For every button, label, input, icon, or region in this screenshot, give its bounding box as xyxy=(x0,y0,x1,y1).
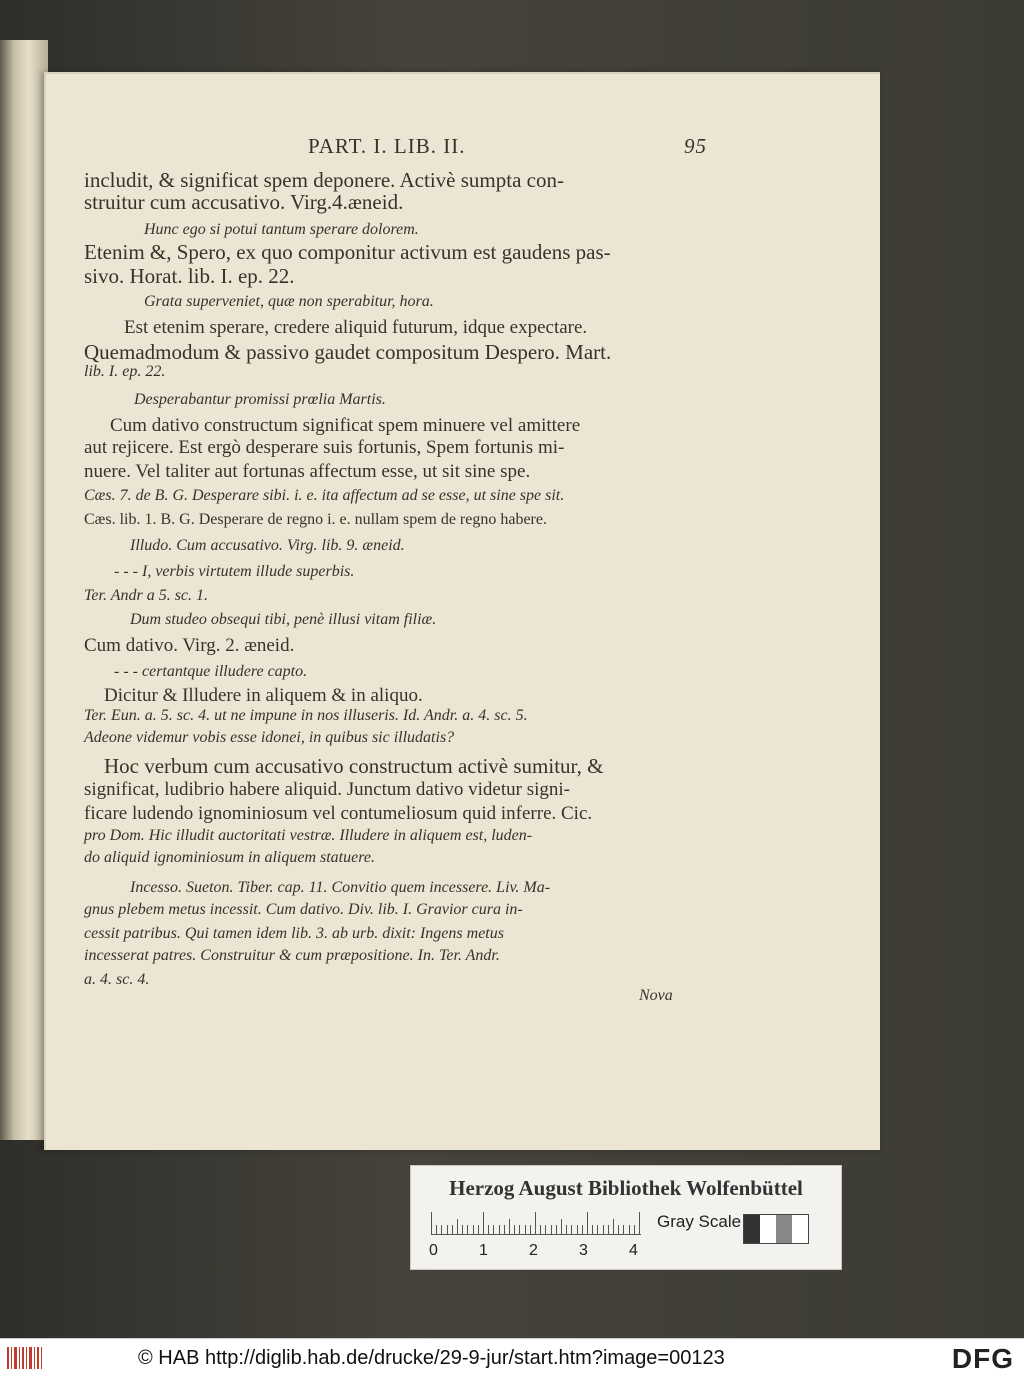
text-line: Grata superveniet, quæ non sperabitur, hora. xyxy=(144,293,434,310)
ruler-tick xyxy=(447,1225,448,1234)
ruler-tick xyxy=(525,1225,526,1234)
ruler-tick xyxy=(592,1225,593,1234)
text-line: - - - certantque illudere capto. xyxy=(114,663,308,680)
ruler-tick xyxy=(571,1225,572,1234)
gray-scale-label: Gray Scale xyxy=(657,1212,742,1231)
ruler-tick xyxy=(504,1225,505,1234)
ruler-tick xyxy=(509,1219,510,1234)
ruler-tick xyxy=(452,1225,453,1234)
page-stack-edge xyxy=(0,40,48,1140)
ruler-tick xyxy=(499,1225,500,1234)
ruler-tick xyxy=(577,1225,578,1234)
ruler-number: 3 xyxy=(579,1242,588,1259)
ruler-number: 0 xyxy=(429,1242,438,1259)
copyright-link[interactable]: © HAB http://diglib.hab.de/drucke/29-9-jur/start.htm?image=00123 xyxy=(138,1347,725,1369)
text-line: Etenim &, Spero, ex quo componitur activum est gaudens pas- xyxy=(84,240,611,264)
text-line: Cæs. lib. 1. B. G. Desperare de regno i. e. nullam spem de regno habere. xyxy=(84,511,547,528)
text-line: pro Dom. Hic illudit auctoritati vestræ. Illudere in aliquem est, luden- xyxy=(84,827,533,844)
ruler-tick xyxy=(467,1225,468,1234)
ruler-tick xyxy=(488,1225,489,1234)
text-line: a. 4. sc. 4. xyxy=(84,971,150,988)
catchword: Nova xyxy=(639,987,673,1004)
text-line: gnus plebem metus incessit. Cum dativo. Div. lib. I. Gravior cura in- xyxy=(84,901,523,918)
ruler-tick xyxy=(613,1219,614,1234)
ruler-tick xyxy=(608,1225,609,1234)
text-line: Incesso. Sueton. Tiber. cap. 11. Convitio quem incessere. Liv. Ma- xyxy=(130,879,551,896)
text-line: Cum dativo constructum significat spem minuere vel amittere xyxy=(110,415,581,436)
text-line: Est etenim sperare, credere aliquid futurum, idque expectare. xyxy=(124,317,588,338)
ruler-tick xyxy=(530,1225,531,1234)
text-line: Quemadmodum & passivo gaudet compositum Despero. Mart. xyxy=(84,340,612,364)
ruler-tick xyxy=(457,1219,458,1234)
ruler-numbers xyxy=(425,1242,665,1262)
text-line: cessit patribus. Qui tamen idem lib. 3. ab urb. dixit: Ingens metus xyxy=(84,925,504,942)
text-line: Dum studeo obsequi tibi, penè illusi vitam filiæ. xyxy=(130,611,437,628)
gray-scale-swatch xyxy=(743,1214,809,1244)
ruler-tick xyxy=(436,1225,437,1234)
text-line: Dicitur & Illudere in aliquem & in aliquo. xyxy=(104,685,423,706)
text-line: Adeone videmur vobis esse idonei, in quibus sic illudatis? xyxy=(84,729,455,746)
ruler-tick xyxy=(535,1212,536,1234)
ruler-tick xyxy=(603,1225,604,1234)
ruler-tick xyxy=(519,1225,520,1234)
text-line: sivo. Horat. lib. I. ep. 22. xyxy=(84,264,295,288)
running-header: PART. I. LIB. II. xyxy=(308,134,466,158)
ruler-tick xyxy=(597,1225,598,1234)
ruler-number: 4 xyxy=(629,1242,638,1259)
text-line: Ter. Andr a 5. sc. 1. xyxy=(84,587,209,604)
dfg-logo: DFG xyxy=(951,1343,1014,1374)
footer-bar xyxy=(0,1338,1024,1377)
ruler-number: 2 xyxy=(529,1242,538,1259)
text-line: struitur cum accusativo. Virg.4.æneid. xyxy=(84,190,404,214)
text-line: ficare ludendo ignominiosum vel contumeliosum quid inferre. Cic. xyxy=(84,803,593,824)
ruler-scale xyxy=(431,1210,641,1235)
ruler-tick xyxy=(639,1212,640,1234)
color-target xyxy=(410,1165,842,1270)
text-line: Ter. Eun. a. 5. sc. 4. ut ne impune in nos illuseris. Id. Andr. a. 4. sc. 5. xyxy=(84,707,528,724)
text-line: - - - I, verbis virtutem illude superbis. xyxy=(114,563,355,580)
text-line: do aliquid ignominiosum in aliquem statuere. xyxy=(84,849,375,866)
ruler-tick xyxy=(551,1225,552,1234)
ruler-number: 1 xyxy=(479,1242,488,1259)
ruler-tick xyxy=(545,1225,546,1234)
ruler-tick xyxy=(566,1225,567,1234)
text-line: Illudo. Cum accusativo. Virg. lib. 9. æneid. xyxy=(130,537,405,554)
text-line: incesserat patres. Construitur & cum præpositione. In. Ter. Andr. xyxy=(84,947,500,964)
ruler-tick xyxy=(561,1219,562,1234)
barcode-icon xyxy=(6,1345,44,1371)
ruler-tick xyxy=(493,1225,494,1234)
text-line: Hunc ego si potui tantum sperare dolorem. xyxy=(144,221,419,238)
ruler-tick xyxy=(540,1225,541,1234)
text-line: Hoc verbum cum accusativo constructum activè sumitur, & xyxy=(104,754,604,778)
text-line: includit, & significat spem deponere. Activè sumpta con- xyxy=(84,168,564,192)
ruler-tick xyxy=(441,1225,442,1234)
library-name: Herzog August Bibliothek Wolfenbüttel xyxy=(449,1176,803,1200)
ruler-tick xyxy=(634,1225,635,1234)
text-line: aut rejicere. Est ergò desperare suis fortunis, Spem fortunis mi- xyxy=(84,437,565,458)
text-line: lib. I. ep. 22. xyxy=(84,363,166,380)
ruler-tick xyxy=(618,1225,619,1234)
ruler-tick xyxy=(462,1225,463,1234)
text-line: Cæs. 7. de B. G. Desperare sibi. i. e. ita affectum ad se esse, ut sine spe sit. xyxy=(84,487,565,504)
text-line: nuere. Vel taliter aut fortunas affectum esse, ut sit sine spe. xyxy=(84,461,531,482)
ruler-tick xyxy=(431,1212,432,1234)
ruler-tick xyxy=(514,1225,515,1234)
text-line: Desperabantur promissi prœlia Martis. xyxy=(134,391,386,408)
ruler-tick xyxy=(478,1225,479,1234)
ruler-tick xyxy=(473,1225,474,1234)
ruler-tick xyxy=(629,1225,630,1234)
ruler-tick xyxy=(483,1212,484,1234)
page-number: 95 xyxy=(684,134,707,158)
text-line: Cum dativo. Virg. 2. æneid. xyxy=(84,635,295,656)
ruler-tick xyxy=(587,1212,588,1234)
ruler-tick xyxy=(582,1225,583,1234)
ruler-tick xyxy=(556,1225,557,1234)
text-line: significat, ludibrio habere aliquid. Junctum dativo videtur signi- xyxy=(84,779,570,800)
ruler-tick xyxy=(623,1225,624,1234)
